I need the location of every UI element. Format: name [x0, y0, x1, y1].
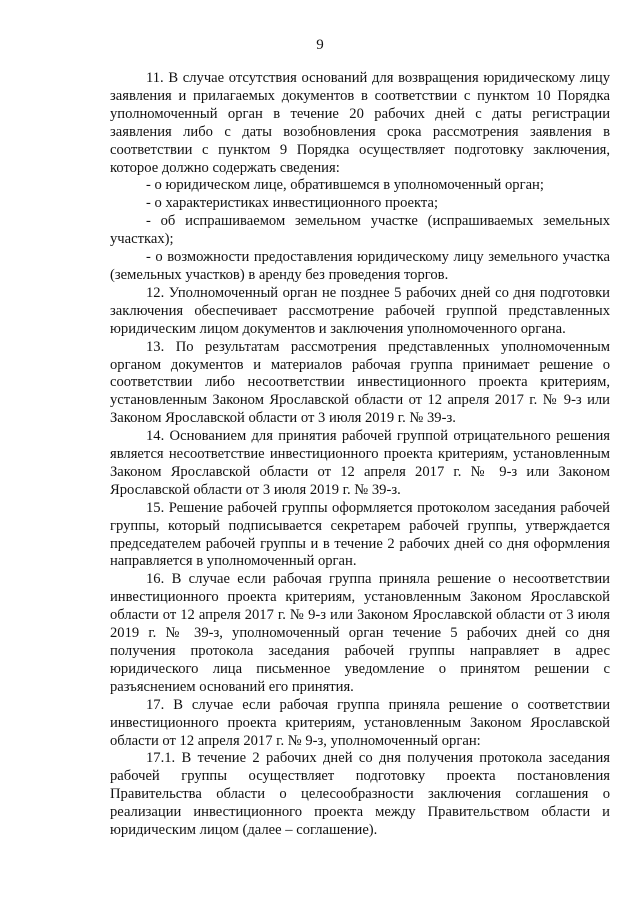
list-item-lease-possibility: - о возможности предоставления юридическому лицу земельного участка (земельных участков) в аренду без проведения торгов. [110, 249, 610, 283]
paragraph-14: 14. Основанием для принятия рабочей группой отрицательного решения является несоответствие инвестиционного проекта критериям, установленным Законом Ярославской области от 12 апреля 2017 г. № 9-з или Законом Ярославской области от 3 июля 2019 г. № 39-з. [110, 428, 610, 498]
page-number: 9 [316, 37, 324, 53]
list-item-legal-entity: - о юридическом лице, обратившемся в уполномоченный орган; [146, 177, 544, 194]
list-item-land-plot: - об испрашиваемом земельном участке (испрашиваемых земельных участках); [110, 213, 610, 248]
paragraph-11: 11. В случае отсутствия оснований для возвращения юридическому лицу заявления и прилагаемых документов в соответствии с пунктом 10 Порядка уполномоченный орган в течение 20 рабочих дней с даты регистрации заявления либо с даты возобновления срока рассмотрения заявления в соответствии с пунктом 9 Порядка осуществляет подготовку заключения, которое должно содержать сведения: [110, 70, 610, 176]
document-body [110, 70, 610, 840]
paragraph-12: 12. Уполномоченный орган не позднее 5 рабочих дней со дня подготовки заключения обеспечивает рассмотрение рабочей группой представленных юридическим лицом документов и заключения уполномоченного органа. [110, 284, 610, 337]
paragraph-17: 17. В случае если рабочая группа приняла решение о соответствии инвестиционного проекта критериям, установленным Законом Ярославской области от 12 апреля 2017 г. № 9-з, уполномоченный орган: [110, 696, 610, 749]
paragraph-16: 16. В случае если рабочая группа приняла решение о несоответствии инвестиционного проекта критериям, установленным Законом Ярославской области от 12 апреля 2017 г. № 9-з или Законом Ярославской области от 3 июля 2019 г. № 39-з, уполномоченный орган течение 5 рабочих дней со дня получения протокола заседания рабочей группы направляет в адрес юридического лица письменное уведомление о принятом решении с разъяснением оснований его принятия. [110, 571, 610, 695]
paragraph-15: 15. Решение рабочей группы оформляется протоколом заседания рабочей группы, который подписывается секретарем рабочей группы, утверждается председателем рабочей группы и в течение 2 рабочих дней со дня оформления направляется в уполномоченный орган. [110, 499, 610, 570]
list-item-project-characteristics: - о характеристиках инвестиционного проекта; [146, 195, 439, 212]
paragraph-17-1: 17.1. В течение 2 рабочих дней со дня получения протокола заседания рабочей группы осуществляет подготовку проекта постановления Правительства области о целесообразности заключения соглашения о реализации инвестиционного проекта между Правительством области и юридическим лицом (далее – соглашение). [110, 750, 610, 839]
paragraph-13: 13. По результатам рассмотрения представленных уполномоченным органом документов и материалов рабочая группа принимает решение о соответствии либо несоответствии инвестиционного проекта критериям, установленным Законом Ярославской области от 12 апреля 2017 г. № 9-з или Законом Ярославской области от 3 июля 2019 г. № 39-з. [110, 338, 610, 427]
